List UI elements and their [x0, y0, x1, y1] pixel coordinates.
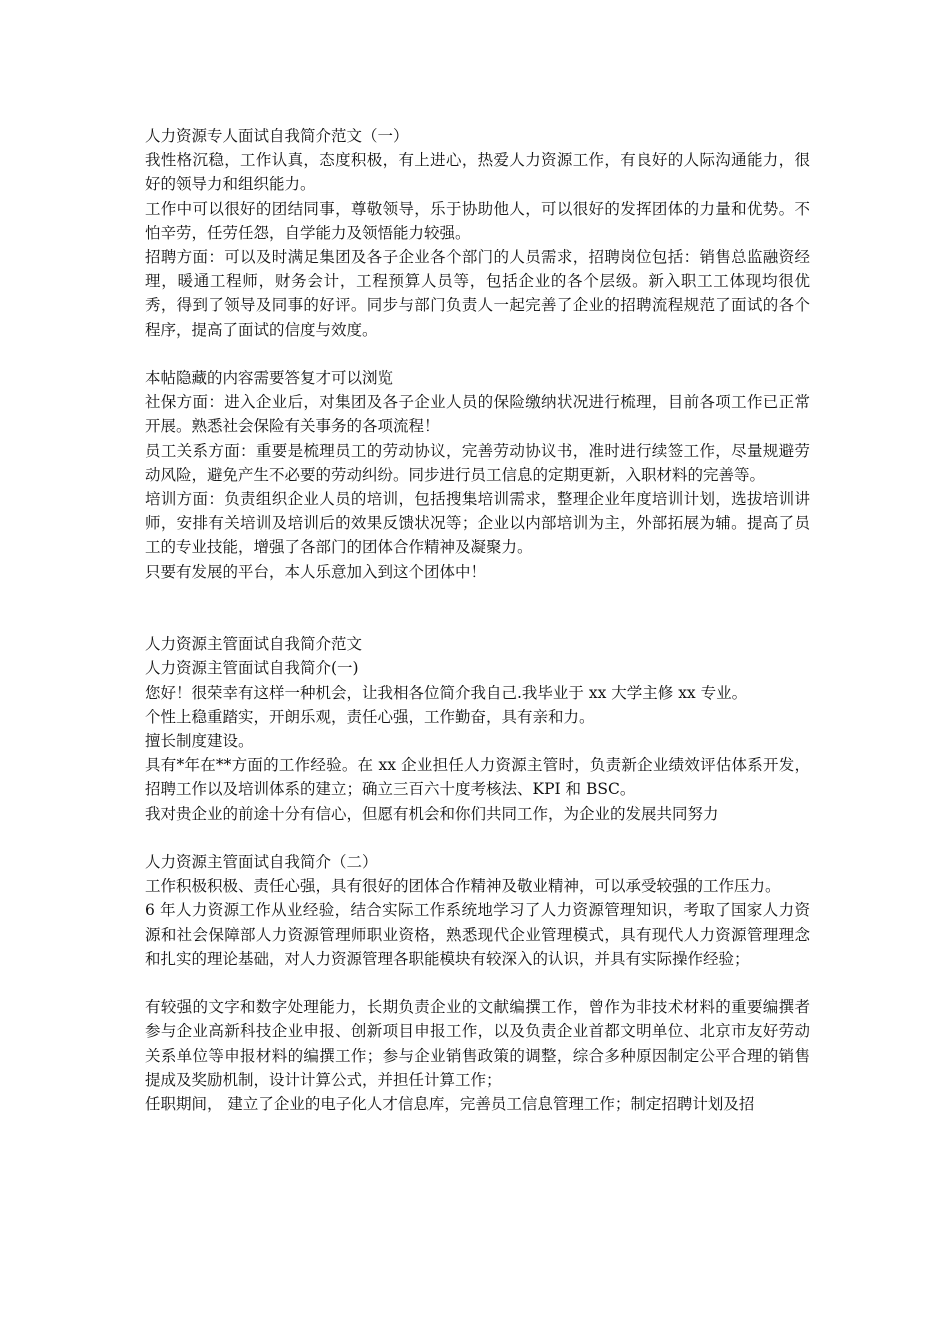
section2-title: 人力资源主管面试自我简介范文	[145, 635, 363, 654]
document-body	[145, 124, 810, 1116]
section1-paragraph-3: 招聘方面：可以及时满足集团及各子企业各个部门的人员需求，招聘岗位包括：销售总监融资经理，暖通工程师，财务会计，工程预算人员等，包括企业的各个层级。新入职工工体现均很优秀，得到了领导及同事的好评。同步与部门负责人一起完善了企业的招聘流程规范了面试的各个程序，提高了面试的信度与效度。	[145, 248, 810, 339]
section2-paragraph-1: 您好！很荣幸有这样一种机会，让我相各位简介我自己.我毕业于 xx 大学主修 xx 专业。	[145, 683, 748, 702]
section3-paragraph-3: 有较强的文字和数字处理能力，长期负责企业的文献编撰工作，曾作为非技术材料的重要编撰者参与企业高新科技企业申报、创新项目申报工作，以及负责企业首都文明单位、北京市友好劳动关系单位等申报材料的编撰工作；参与企业销售政策的调整，综合多种原因制定公平合理的销售提成及奖励机制，设计计算公式，并担任计算工作；	[145, 998, 810, 1089]
spacer	[145, 971, 810, 995]
section3-paragraph-1: 工作积极积极、责任心强，具有很好的团体合作精神及敬业精神，可以承受较强的工作压力。	[145, 877, 781, 896]
spacer	[145, 342, 810, 366]
hidden-content-note: 本帖隐藏的内容需要答复才可以浏览	[145, 369, 394, 388]
section1-paragraph-4: 社保方面：进入企业后，对集团及各子企业人员的保险缴纳状况进行梳理，目前各项工作已正常开展。熟悉社会保险有关事务的各项流程！	[145, 393, 810, 436]
section1-paragraph-6: 培训方面：负责组织企业人员的培训，包括搜集培训需求，整理企业年度培训计划，选拔培训讲师，安排有关培训及培训后的效果反馈状况等；企业以内部培训为主，外部拓展为辅。提高了员工的专业技能，增强了各部门的团体合作精神及凝聚力。	[145, 490, 810, 557]
section1-paragraph-7: 只要有发展的平台，本人乐意加入到这个团体中！	[145, 562, 487, 581]
section2-paragraph-3: 擅长制度建设。	[145, 732, 254, 751]
section1-title: 人力资源专人面试自我简介范文（一）	[145, 127, 409, 145]
section1-paragraph-2: 工作中可以很好的团结同事，尊敬领导，乐于协助他人，可以很好的发挥团体的力量和优势。不怕辛劳，任劳任怨，自学能力及领悟能力较强。	[145, 199, 810, 242]
section2-subtitle: 人力资源主管面试自我简介(一)	[145, 659, 359, 678]
section1-paragraph-5: 员工关系方面：重要是梳理员工的劳动协议，完善劳动协议书，准时进行续签工作，尽量规避劳动风险，避免产生不必要的劳动纠纷。同步进行员工信息的定期更新，入职材料的完善等。	[145, 441, 810, 484]
spacer	[145, 826, 810, 850]
spacer	[145, 584, 810, 632]
section2-paragraph-4: 具有*年在**方面的工作经验。在 xx 企业担任人力资源主管时，负责新企业绩效评估体系开发，招聘工作以及培训体系的建立；确立三百六十度考核法、KPI 和 BSC。	[145, 756, 810, 799]
section1-paragraph-1: 我性格沉稳，工作认真，态度积极，有上进心，热爱人力资源工作，有良好的人际沟通能力，很好的领导力和组织能力。	[145, 151, 810, 194]
section3-paragraph-4: 任职期间， 建立了企业的电子化人才信息库，完善员工信息管理工作；制定招聘计划及招	[145, 1095, 755, 1114]
section2-paragraph-5: 我对贵企业的前途十分有信心，但愿有机会和你们共同工作，为企业的发展共同努力	[145, 804, 719, 823]
section2-paragraph-2: 个性上稳重踏实，开朗乐观，责任心强，工作勤奋，具有亲和力。	[145, 707, 595, 726]
section3-paragraph-2: 6 年人力资源工作从业经验，结合实际工作系统地学习了人力资源管理知识，考取了国家人力资源和社会保障部人力资源管理师职业资格，熟悉现代企业管理模式，具有现代人力资源管理理念和扎实的理论基础，对人力资源管理各职能模块有较深入的认识，并具有实际操作经验；	[145, 901, 810, 968]
section3-title: 人力资源主管面试自我简介（二）	[145, 853, 378, 872]
